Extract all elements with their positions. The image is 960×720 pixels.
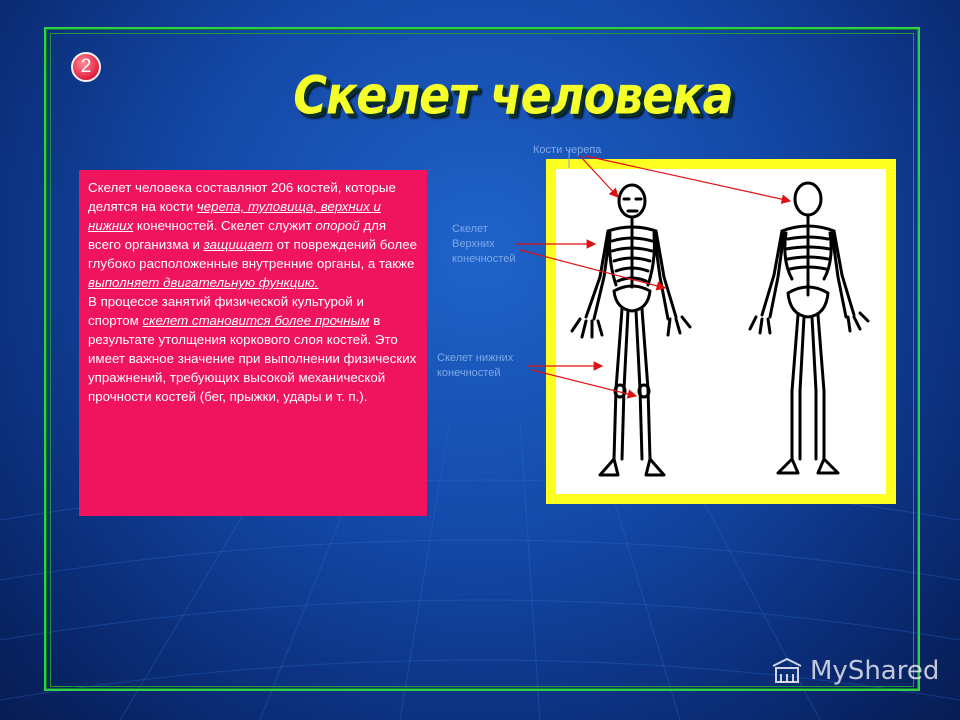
text-run: от повреждений более глубоко расположенные внутренние органы, а также [88,237,417,271]
myshared-logo-icon [770,656,804,686]
skeleton-image-frame [546,159,896,504]
skeleton-illustration [556,169,886,494]
text-run-emphasis: защищает [203,237,273,252]
paragraph-1 [88,178,418,292]
text-run: конечностей. Скелет служит [133,218,316,233]
label-line: конечностей [437,367,501,379]
slide-number-badge: 2 [71,52,101,82]
text-run: для всего организма и [88,218,387,252]
label-lower-limbs [437,351,513,381]
label-line: Верхних [452,238,495,250]
paragraph-2 [88,292,418,406]
text-run-italic: опорой [315,218,360,233]
text-run: В процессе занятий физической культурой и спортом [88,294,364,328]
label-skull: Кости черепа [533,144,602,156]
text-run-emphasis: выполняет двигательную функцию. [88,275,319,290]
label-line: конечностей [452,253,516,265]
label-line: Скелет [452,223,488,235]
watermark [770,656,939,686]
label-upper-limbs [452,222,515,267]
skeleton-image [556,169,886,494]
text-run: в результате утолщения коркового слоя костей. Это имеет важное значение при выполнении физических упражнений, требующих высокой механической прочности костей (бег, прыжки, удары и т. п.). [88,313,417,404]
text-run-emphasis: скелет становится более прочным [142,313,370,328]
text-box [79,170,427,516]
slide-title: Скелет человека [293,63,733,127]
watermark-text: MyShared [810,656,940,686]
label-line: Скелет нижних [437,352,514,364]
text-run: Скелет человека составляют 206 костей, которые делятся на кости [88,180,396,214]
text-run-emphasis: черепа, туловища, верхних и нижних [88,199,381,233]
